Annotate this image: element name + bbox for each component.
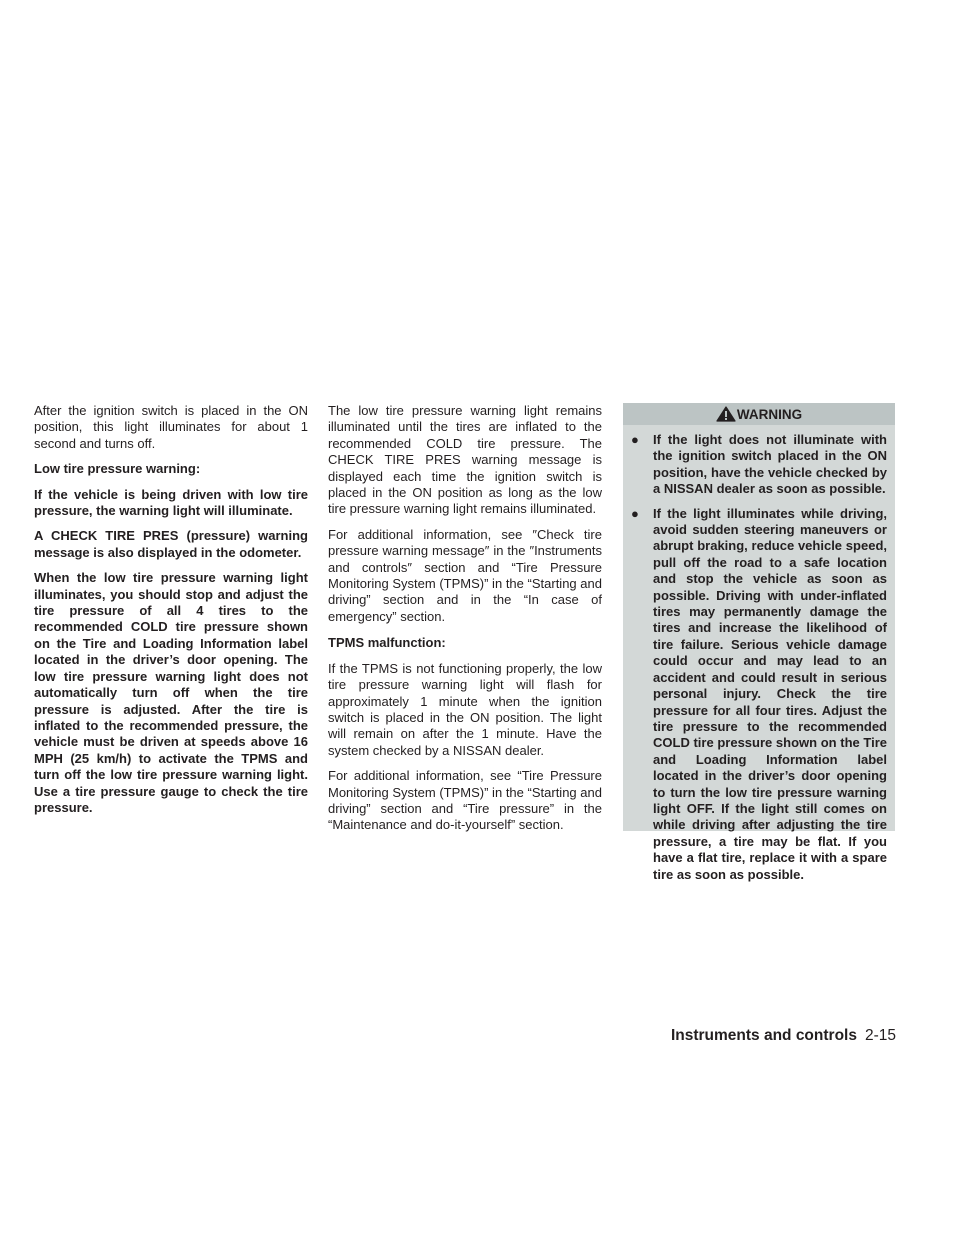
section-title: Instruments and controls bbox=[670, 1027, 857, 1044]
tpms-malfunction-paragraph: If the TPMS is not functioning properly, the low tire pressure warning light will flash for approximately 1 minute when the ignition switch is placed in the ON position. The light will remain on after the 1 minute. Have the system checked by a NISSAN dealer. bbox=[328, 660, 602, 758]
warning-item-text: If the light does not illuminate with the ignition switch placed in the ON position, have the vehicle checked by a NISSAN dealer as soon as possible. bbox=[653, 432, 887, 497]
additional-info-paragraph-2: For additional information, see “Tire Pressure Monitoring System (TPMS)” in the “Starting and driving” section and “Tire pressure” in the “Maintenance and do-it-yourself” section. bbox=[328, 768, 602, 833]
warning-item bbox=[631, 432, 887, 498]
warning-header bbox=[623, 403, 895, 425]
warning-box bbox=[623, 403, 895, 882]
warning-item-text: If the light illuminates while driving, avoid sudden steering maneuvers or abrupt braking, reduce vehicle speed, pull off the road to a safe location and stop the vehicle as soon as possible. Driving with under-inflated tires may permanently damage the tires and increase the likelihood of tire failure. Serious vehicle damage could occur and may lead to an accident and could result in serious personal injury. Check the tire pressure for all four tires. Adjust the tire pressure to the recommended COLD tire pressure shown on the Tire and Loading Information label located in the driver’s door opening to turn the low tire pressure warning light OFF. If the light still comes on while driving after adjusting the tire pressure, a tire may be flat. If you have a flat tire, replace it with a spare tire as soon as possible. bbox=[653, 505, 887, 882]
intro-paragraph: After the ignition switch is placed in the ON position, this light illuminates for about 1 second and turns off. bbox=[34, 403, 308, 451]
warning-triangle-icon bbox=[716, 406, 736, 422]
adjust-pressure-paragraph: When the low tire pressure warning light illuminates, you should stop and adjust the tire pressure of all 4 tires to the recommended COLD tire pressure shown on the Tire and Loading Information label located in the driver’s door opening. The low tire pressure warning light does not automatically turn off when the tire pressure is adjusted. After the tire is inflated to the recommended pressure, the vehicle must be driven at speeds above 16 MPH (25 km/h) to activate the TPMS and turn off the low tire pressure warning light. Use a tire pressure gauge to check the tire pressure. bbox=[34, 570, 308, 815]
light-remains-paragraph: The low tire pressure warning light remains illuminated until the tires are inflated to the recommended COLD tire pressure. The CHECK TIRE PRES warning message is displayed each time the ignition switch is placed in the ON position as long as the low tire pressure warning light remains illuminated. bbox=[328, 403, 602, 517]
warning-title: WARNING bbox=[736, 406, 803, 422]
low-pressure-heading: Low tire pressure warning: bbox=[34, 461, 201, 477]
page-number: 2-15 bbox=[864, 1027, 896, 1044]
additional-info-paragraph: For additional information, see ″Check tire pressure warning message″ in the ″Instruments and controls″ section and “Tire Pressure Monitoring System (TPMS)” in the “Starting and driving” section and in the “In case of emergency” section. bbox=[328, 526, 602, 624]
tpms-malfunction-heading: TPMS malfunction: bbox=[328, 635, 446, 651]
page-footer bbox=[671, 1027, 896, 1045]
left-column bbox=[34, 403, 308, 825]
middle-column bbox=[328, 403, 602, 843]
warning-item bbox=[631, 506, 887, 883]
bullet: ● bbox=[631, 432, 639, 447]
bullet: ● bbox=[631, 505, 639, 521]
low-pressure-paragraph: If the vehicle is being driven with low tire pressure, the warning light will illuminate. bbox=[34, 486, 308, 519]
check-tire-pres-paragraph: A CHECK TIRE PRES (pressure) warning message is also displayed in the odometer. bbox=[34, 528, 308, 560]
warning-list bbox=[623, 425, 895, 883]
